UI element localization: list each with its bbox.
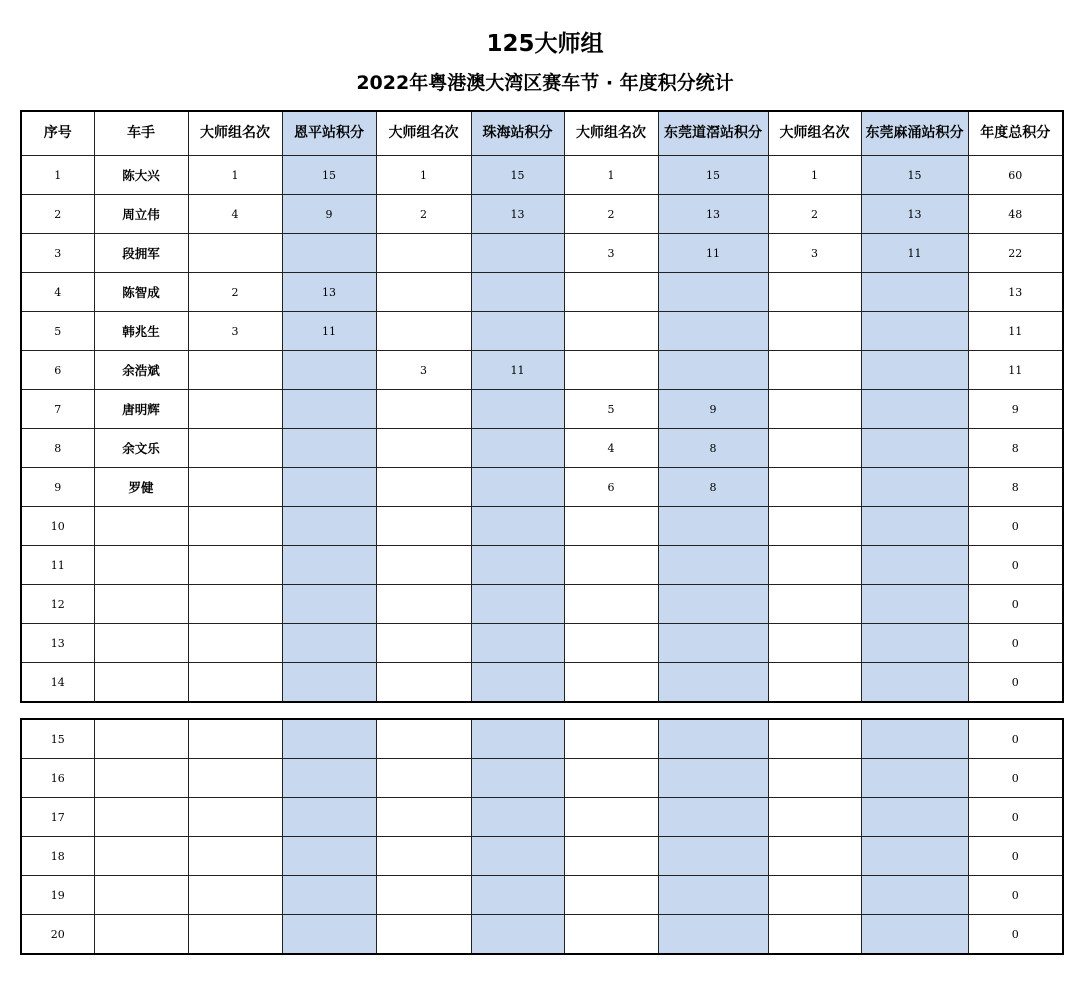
cell-index: 3 — [21, 234, 94, 273]
table-row — [21, 837, 1063, 876]
cell-points-enping — [282, 915, 376, 955]
cell-rank-zhuhai — [376, 719, 471, 759]
cell-rank-machong — [768, 312, 861, 351]
cell-rank-zhuhai — [376, 312, 471, 351]
cell-points-machong — [861, 624, 968, 663]
cell-rank-daojiao — [564, 351, 658, 390]
cell-index: 14 — [21, 663, 94, 703]
cell-index: 17 — [21, 798, 94, 837]
cell-index: 1 — [21, 156, 94, 195]
cell-rank-zhuhai: 1 — [376, 156, 471, 195]
cell-total: 0 — [968, 719, 1063, 759]
cell-points-zhuhai — [471, 273, 564, 312]
cell-index: 12 — [21, 585, 94, 624]
cell-driver — [94, 507, 188, 546]
cell-points-enping — [282, 719, 376, 759]
cell-points-enping — [282, 624, 376, 663]
cell-points-daojiao — [658, 663, 768, 703]
cell-driver: 陈智成 — [94, 273, 188, 312]
cell-rank-zhuhai — [376, 468, 471, 507]
cell-rank-machong — [768, 624, 861, 663]
cell-rank-daojiao — [564, 837, 658, 876]
cell-rank-zhuhai — [376, 234, 471, 273]
cell-rank-enping — [188, 876, 282, 915]
cell-rank-daojiao — [564, 585, 658, 624]
cell-driver — [94, 759, 188, 798]
cell-points-machong — [861, 507, 968, 546]
cell-points-daojiao — [658, 351, 768, 390]
cell-driver — [94, 585, 188, 624]
cell-rank-daojiao — [564, 915, 658, 955]
cell-rank-daojiao — [564, 507, 658, 546]
cell-driver: 陈大兴 — [94, 156, 188, 195]
table-row — [21, 759, 1063, 798]
cell-points-enping — [282, 351, 376, 390]
cell-rank-machong — [768, 585, 861, 624]
cell-index: 4 — [21, 273, 94, 312]
cell-points-zhuhai — [471, 915, 564, 955]
cell-total: 0 — [968, 507, 1063, 546]
cell-rank-machong — [768, 876, 861, 915]
cell-points-daojiao — [658, 915, 768, 955]
table-row — [21, 876, 1063, 915]
cell-driver: 唐明辉 — [94, 390, 188, 429]
cell-rank-enping — [188, 234, 282, 273]
table-row — [21, 156, 1063, 195]
cell-points-daojiao: 9 — [658, 390, 768, 429]
cell-driver: 周立伟 — [94, 195, 188, 234]
cell-rank-zhuhai — [376, 429, 471, 468]
cell-total: 8 — [968, 468, 1063, 507]
cell-rank-zhuhai — [376, 915, 471, 955]
cell-points-daojiao — [658, 719, 768, 759]
cell-rank-enping — [188, 837, 282, 876]
cell-points-enping — [282, 468, 376, 507]
cell-points-enping: 11 — [282, 312, 376, 351]
cell-total: 0 — [968, 759, 1063, 798]
header-driver: 车手 — [94, 111, 188, 156]
cell-rank-enping: 2 — [188, 273, 282, 312]
cell-rank-daojiao — [564, 719, 658, 759]
header-rank-zhuhai: 大师组名次 — [376, 111, 471, 156]
cell-points-daojiao — [658, 273, 768, 312]
table-row — [21, 429, 1063, 468]
cell-points-machong: 11 — [861, 234, 968, 273]
cell-rank-enping — [188, 546, 282, 585]
cell-index: 9 — [21, 468, 94, 507]
cell-points-daojiao — [658, 546, 768, 585]
cell-rank-daojiao: 5 — [564, 390, 658, 429]
cell-points-zhuhai — [471, 429, 564, 468]
cell-points-daojiao — [658, 837, 768, 876]
cell-total: 0 — [968, 837, 1063, 876]
cell-rank-zhuhai — [376, 759, 471, 798]
cell-rank-daojiao: 4 — [564, 429, 658, 468]
header-points-zhuhai: 珠海站积分 — [471, 111, 564, 156]
cell-points-zhuhai: 11 — [471, 351, 564, 390]
cell-points-machong — [861, 585, 968, 624]
cell-points-enping: 13 — [282, 273, 376, 312]
cell-rank-machong — [768, 273, 861, 312]
cell-rank-enping — [188, 624, 282, 663]
cell-rank-enping — [188, 585, 282, 624]
cell-rank-daojiao — [564, 663, 658, 703]
cell-points-machong — [861, 915, 968, 955]
cell-driver: 段拥军 — [94, 234, 188, 273]
cell-points-zhuhai — [471, 624, 564, 663]
cell-rank-daojiao — [564, 876, 658, 915]
cell-points-daojiao — [658, 507, 768, 546]
cell-total: 22 — [968, 234, 1063, 273]
cell-rank-enping: 4 — [188, 195, 282, 234]
cell-rank-machong — [768, 351, 861, 390]
cell-driver — [94, 624, 188, 663]
cell-points-zhuhai — [471, 507, 564, 546]
cell-total: 9 — [968, 390, 1063, 429]
cell-total: 0 — [968, 876, 1063, 915]
cell-driver: 余浩斌 — [94, 351, 188, 390]
table-row — [21, 312, 1063, 351]
cell-points-machong — [861, 876, 968, 915]
cell-driver: 韩兆生 — [94, 312, 188, 351]
cell-points-daojiao — [658, 798, 768, 837]
cell-total: 60 — [968, 156, 1063, 195]
cell-rank-machong — [768, 468, 861, 507]
cell-rank-enping — [188, 390, 282, 429]
cell-total: 13 — [968, 273, 1063, 312]
cell-rank-zhuhai — [376, 585, 471, 624]
cell-points-machong — [861, 798, 968, 837]
cell-rank-machong — [768, 759, 861, 798]
cell-points-zhuhai — [471, 312, 564, 351]
cell-points-machong — [861, 837, 968, 876]
table-row — [21, 546, 1063, 585]
page-title: 125大师组 — [486, 31, 604, 57]
cell-index: 11 — [21, 546, 94, 585]
header-rank-machong: 大师组名次 — [768, 111, 861, 156]
table-row — [21, 507, 1063, 546]
header-points-enping: 恩平站积分 — [282, 111, 376, 156]
cell-points-enping — [282, 585, 376, 624]
cell-total: 0 — [968, 915, 1063, 955]
header-rank-enping: 大师组名次 — [188, 111, 282, 156]
table-row — [21, 663, 1063, 703]
cell-rank-zhuhai — [376, 507, 471, 546]
cell-points-machong — [861, 663, 968, 703]
cell-rank-zhuhai — [376, 876, 471, 915]
cell-points-zhuhai — [471, 546, 564, 585]
cell-rank-enping — [188, 663, 282, 703]
cell-driver — [94, 837, 188, 876]
table-row — [21, 624, 1063, 663]
cell-driver — [94, 546, 188, 585]
cell-rank-machong — [768, 507, 861, 546]
cell-rank-zhuhai — [376, 624, 471, 663]
cell-points-enping: 9 — [282, 195, 376, 234]
cell-total: 48 — [968, 195, 1063, 234]
cell-points-machong: 13 — [861, 195, 968, 234]
cell-points-daojiao: 11 — [658, 234, 768, 273]
cell-rank-daojiao — [564, 624, 658, 663]
cell-rank-zhuhai — [376, 798, 471, 837]
cell-points-machong — [861, 312, 968, 351]
cell-index: 20 — [21, 915, 94, 955]
header-points-machong: 东莞麻涌站积分 — [861, 111, 968, 156]
cell-driver — [94, 915, 188, 955]
cell-total: 0 — [968, 624, 1063, 663]
cell-points-enping — [282, 234, 376, 273]
cell-rank-machong — [768, 719, 861, 759]
cell-total: 11 — [968, 312, 1063, 351]
cell-points-daojiao: 15 — [658, 156, 768, 195]
cell-index: 8 — [21, 429, 94, 468]
cell-rank-machong — [768, 390, 861, 429]
cell-total: 0 — [968, 798, 1063, 837]
cell-rank-enping — [188, 351, 282, 390]
cell-rank-zhuhai: 2 — [376, 195, 471, 234]
cell-rank-zhuhai — [376, 837, 471, 876]
cell-points-machong — [861, 719, 968, 759]
cell-rank-daojiao — [564, 546, 658, 585]
cell-rank-enping — [188, 915, 282, 955]
cell-rank-zhuhai — [376, 390, 471, 429]
cell-points-enping — [282, 429, 376, 468]
cell-rank-daojiao: 2 — [564, 195, 658, 234]
cell-points-zhuhai — [471, 234, 564, 273]
cell-points-daojiao — [658, 585, 768, 624]
cell-points-daojiao — [658, 876, 768, 915]
cell-points-zhuhai — [471, 390, 564, 429]
header-total: 年度总积分 — [968, 111, 1063, 156]
cell-points-zhuhai — [471, 876, 564, 915]
cell-points-zhuhai — [471, 663, 564, 703]
cell-index: 18 — [21, 837, 94, 876]
cell-rank-machong: 3 — [768, 234, 861, 273]
cell-index: 15 — [21, 719, 94, 759]
cell-rank-daojiao: 1 — [564, 156, 658, 195]
cell-rank-machong — [768, 915, 861, 955]
cell-index: 5 — [21, 312, 94, 351]
cell-points-machong — [861, 429, 968, 468]
cell-driver: 余文乐 — [94, 429, 188, 468]
cell-points-machong — [861, 468, 968, 507]
table-header-row — [21, 111, 1063, 156]
cell-points-daojiao — [658, 624, 768, 663]
cell-points-zhuhai — [471, 798, 564, 837]
cell-points-enping — [282, 663, 376, 703]
cell-points-machong — [861, 759, 968, 798]
cell-rank-enping: 3 — [188, 312, 282, 351]
cell-total: 11 — [968, 351, 1063, 390]
cell-total: 0 — [968, 546, 1063, 585]
cell-rank-machong — [768, 546, 861, 585]
cell-driver — [94, 719, 188, 759]
cell-rank-zhuhai — [376, 273, 471, 312]
cell-points-machong — [861, 390, 968, 429]
standings-table — [20, 110, 1064, 703]
table-row — [21, 195, 1063, 234]
cell-points-machong — [861, 273, 968, 312]
cell-points-enping — [282, 507, 376, 546]
cell-points-enping — [282, 759, 376, 798]
table-row — [21, 915, 1063, 955]
cell-rank-machong: 1 — [768, 156, 861, 195]
cell-rank-machong — [768, 798, 861, 837]
cell-rank-zhuhai — [376, 546, 471, 585]
cell-points-zhuhai — [471, 468, 564, 507]
cell-rank-enping — [188, 468, 282, 507]
table-row — [21, 234, 1063, 273]
cell-index: 16 — [21, 759, 94, 798]
table-row — [21, 273, 1063, 312]
cell-rank-machong: 2 — [768, 195, 861, 234]
cell-points-daojiao: 8 — [658, 429, 768, 468]
cell-points-zhuhai — [471, 585, 564, 624]
table-row — [21, 390, 1063, 429]
cell-total: 0 — [968, 663, 1063, 703]
cell-rank-enping — [188, 759, 282, 798]
table-row — [21, 351, 1063, 390]
cell-rank-daojiao — [564, 273, 658, 312]
cell-driver — [94, 663, 188, 703]
page-subtitle: 2022年粤港澳大湾区赛车节 · 年度积分统计 — [356, 72, 734, 94]
cell-points-enping — [282, 798, 376, 837]
cell-points-zhuhai: 15 — [471, 156, 564, 195]
cell-rank-enping: 1 — [188, 156, 282, 195]
cell-rank-zhuhai: 3 — [376, 351, 471, 390]
cell-rank-daojiao — [564, 312, 658, 351]
cell-index: 2 — [21, 195, 94, 234]
cell-rank-enping — [188, 429, 282, 468]
cell-points-daojiao: 8 — [658, 468, 768, 507]
cell-points-machong: 15 — [861, 156, 968, 195]
cell-index: 7 — [21, 390, 94, 429]
cell-index: 6 — [21, 351, 94, 390]
cell-rank-daojiao: 6 — [564, 468, 658, 507]
cell-rank-zhuhai — [376, 663, 471, 703]
cell-rank-daojiao: 3 — [564, 234, 658, 273]
cell-rank-enping — [188, 719, 282, 759]
cell-points-enping — [282, 390, 376, 429]
table-row — [21, 468, 1063, 507]
cell-rank-machong — [768, 663, 861, 703]
cell-total: 0 — [968, 585, 1063, 624]
cell-points-machong — [861, 546, 968, 585]
cell-index: 10 — [21, 507, 94, 546]
header-points-daojiao: 东莞道滘站积分 — [658, 111, 768, 156]
table-row — [21, 585, 1063, 624]
cell-points-zhuhai — [471, 719, 564, 759]
cell-points-daojiao: 13 — [658, 195, 768, 234]
cell-driver: 罗健 — [94, 468, 188, 507]
cell-driver — [94, 876, 188, 915]
cell-rank-machong — [768, 837, 861, 876]
cell-points-daojiao — [658, 759, 768, 798]
cell-points-enping — [282, 876, 376, 915]
cell-points-enping — [282, 837, 376, 876]
cell-total: 8 — [968, 429, 1063, 468]
table-row — [21, 798, 1063, 837]
header-index: 序号 — [21, 111, 94, 156]
cell-points-enping: 15 — [282, 156, 376, 195]
cell-rank-enping — [188, 798, 282, 837]
cell-points-daojiao — [658, 312, 768, 351]
standings-table-continued — [20, 718, 1064, 955]
table-row — [21, 719, 1063, 759]
cell-rank-enping — [188, 507, 282, 546]
cell-rank-daojiao — [564, 798, 658, 837]
cell-driver — [94, 798, 188, 837]
cell-index: 19 — [21, 876, 94, 915]
cell-points-enping — [282, 546, 376, 585]
header-rank-daojiao: 大师组名次 — [564, 111, 658, 156]
cell-index: 13 — [21, 624, 94, 663]
cell-points-zhuhai — [471, 837, 564, 876]
cell-points-zhuhai — [471, 759, 564, 798]
cell-rank-daojiao — [564, 759, 658, 798]
cell-rank-machong — [768, 429, 861, 468]
cell-points-zhuhai: 13 — [471, 195, 564, 234]
cell-points-machong — [861, 351, 968, 390]
